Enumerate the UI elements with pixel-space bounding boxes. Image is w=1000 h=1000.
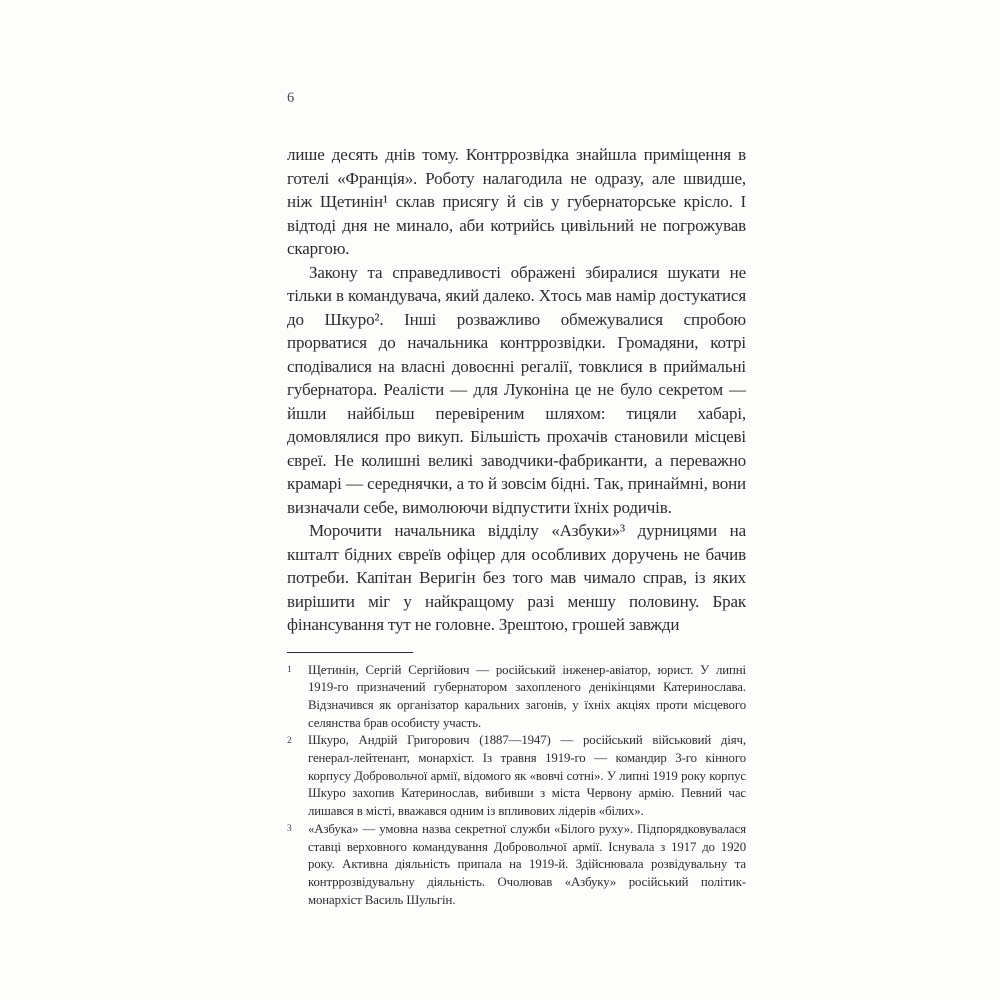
paragraph: Морочити начальника відділу «Азбуки»³ дурницями на кшталт бідних євреїв офіцер для особливих доручень не бачив потреби. Капітан Веригін без того мав чимало справ, із яких вирішити міг у найкращому разі меншу половину. Брак фінансування тут не головне. Зрештою, грошей завжди [287, 521, 746, 634]
page-content [287, 90, 746, 909]
footnote-number: 3 [287, 824, 292, 835]
page-number: 6 [287, 90, 295, 106]
footnote-text: Щетинін, Сергій Сергійович — російський інженер-авіатор, юрист. У липні 1919-го призначений губернатором захопленого денікінцями Катеринослава. Відзначився як організатор каральних загонів, у їхніх акціях проти місцевого селянства брав особисту участь. [308, 662, 746, 730]
footnote-item [287, 821, 746, 910]
footnote-text: «Азбука» — умовна назва секретної служби «Білого руху». Підпорядковувалася ставці верховного командування Добровольчої армії. Існувала з 1917 до 1920 року. Активна діяльність припала на 1919-й. Здійснювала розвідувальну та контррозвідувальну діяльність. Очолював «Азбуку» російський політик-монархіст Василь Шульгін. [308, 821, 746, 907]
paragraph: Закону та справедливості ображені збиралися шукати не тільки в командувача, який далеко. Хтось мав намір достукатися до Шкуро². Інші розважливо обмежувалися спробою прорватися до начальника контррозвідки. Громадяни, котрі сподівалися на власні довоєнні регалії, товклися в приймальні губернатора. Реалісти — для Луконіна це не було секретом — йшли найбільш перевіреним шляхом: тицяли хабарі, домовлялися про викуп. Більшість прохачів становили місцеві євреї. Не колишні великі заводчики-фабриканти, а переважно крамарі — середнячки, а то й зовсім бідні. Так, принаймні, вони визначали себе, вимолюючи відпустити їхніх родичів. [287, 262, 746, 517]
paragraph: лише десять днів тому. Контррозвідка знайшла приміщення в готелі «Франція». Роботу налагодила не одразу, але швидше, ніж Щетинін¹ склав присягу й сів у губернаторське крісло. І відтоді дня не минало, аби котрийсь цивільний не погрожував скаргою. [287, 145, 746, 258]
footnote-separator [287, 652, 413, 653]
body-text [287, 143, 746, 637]
footnote-item [287, 732, 746, 821]
footnote-text: Шкуро, Андрій Григорович (1887—1947) — російський військовий діяч, генерал-лейтенант, монархіст. Із травня 1919-го — командир 3-го кінного корпусу Добровольчої армії, відомого як «вовчі сотні». У липні 1919 року корпус Шкуро захопив Катеринослав, вибивши з міста Червону армію. Певний час лишався в місті, вважався одним із впливових лідерів «білих». [308, 733, 746, 819]
footnote-number: 1 [287, 665, 292, 675]
footnotes [287, 662, 746, 910]
footnote-number: 2 [287, 735, 292, 746]
footnote-item [287, 662, 746, 733]
